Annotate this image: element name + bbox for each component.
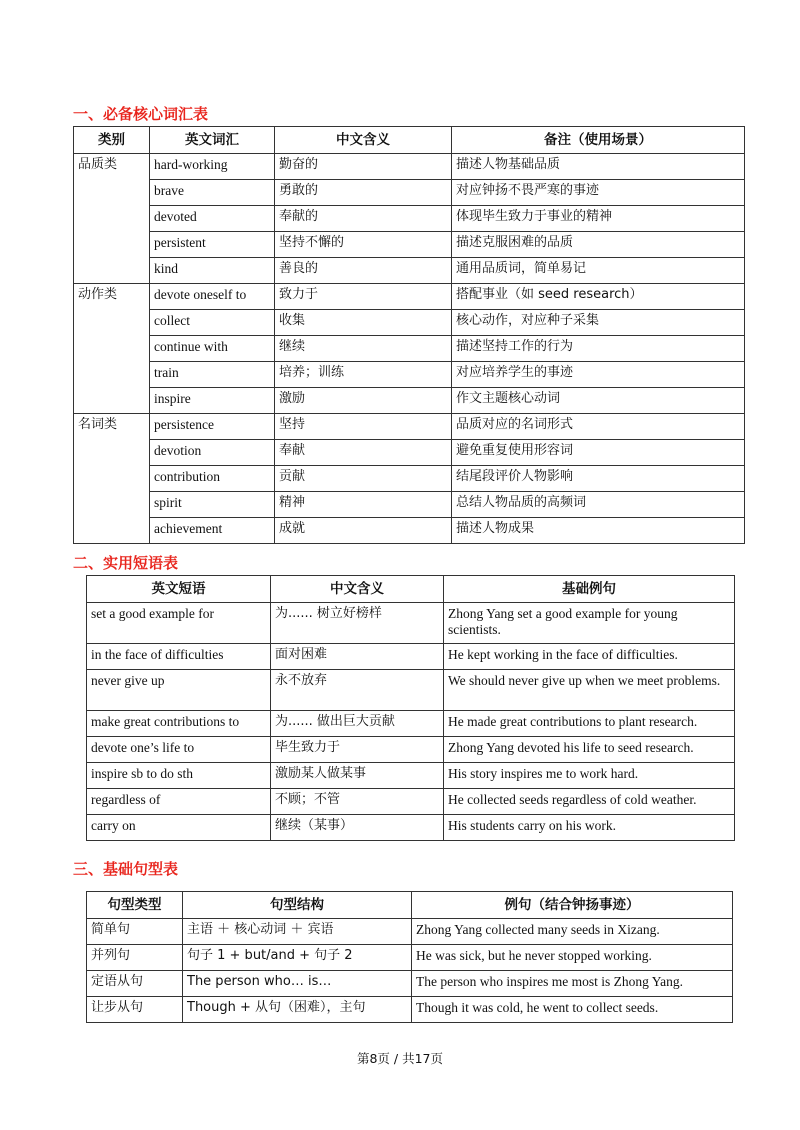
vocab-row xyxy=(74,414,745,440)
phrase-english-cell-text: make great contributions to xyxy=(91,714,240,729)
vocab-english-cell xyxy=(150,466,275,492)
phrase-chinese-cell xyxy=(271,670,444,711)
sentence-structure-cell-text: 主语 ＋ 核心动词 ＋ 宾语 xyxy=(187,922,334,937)
vocab-note-cell xyxy=(452,206,745,232)
vocab-english-cell xyxy=(150,310,275,336)
sentence-header-row xyxy=(87,892,733,919)
sentence-example-cell-text: Though it was cold, he went to collect seeds. xyxy=(416,1000,659,1015)
phrase-row xyxy=(87,711,735,737)
vocab-row xyxy=(74,284,745,310)
phrase-chinese-cell xyxy=(271,815,444,841)
phrase-example-cell xyxy=(444,711,735,737)
sentence-type-cell-text: 并列句 xyxy=(91,948,131,963)
phrase-english-cell-text: devote one’s life to xyxy=(91,740,195,755)
vocab-header-english: 英文词汇 xyxy=(150,127,275,154)
vocab-category-cell-text xyxy=(78,258,145,261)
phrase-english-cell xyxy=(87,644,271,670)
vocab-category-cell-text xyxy=(78,466,145,469)
phrase-example-cell xyxy=(444,644,735,670)
phrase-header-example: 基础例句 xyxy=(444,576,735,603)
vocab-english-cell xyxy=(150,206,275,232)
phrase-chinese-cell-text: 永不放弃 xyxy=(275,673,328,688)
phrase-english-cell xyxy=(87,670,271,711)
vocab-row xyxy=(74,466,745,492)
vocab-english-cell xyxy=(150,284,275,310)
vocab-chinese-cell-text: 培养；训练 xyxy=(279,365,345,380)
vocab-category-cell xyxy=(74,414,150,440)
vocab-row xyxy=(74,518,745,544)
phrase-row xyxy=(87,644,735,670)
vocab-chinese-cell-text: 勇敢的 xyxy=(279,183,319,198)
page-footer: 第8页 / 共17页 xyxy=(356,1051,444,1066)
phrase-chinese-cell xyxy=(271,644,444,670)
phrase-chinese-cell xyxy=(271,737,444,763)
vocab-header-note: 备注（使用场景） xyxy=(452,127,745,154)
sentence-type-cell xyxy=(87,971,183,997)
vocab-category-cell-text xyxy=(78,492,145,495)
sentence-row xyxy=(87,997,733,1023)
phrase-example-cell-text: Zhong Yang devoted his life to seed research. xyxy=(448,740,694,755)
sentence-structure-cell-text: The person who… is… xyxy=(187,974,332,989)
sentence-structure-cell xyxy=(183,971,412,997)
vocab-english-cell xyxy=(150,154,275,180)
vocab-chinese-cell xyxy=(275,258,452,284)
vocab-english-cell-text: brave xyxy=(154,183,184,198)
phrase-section-title: 二、实用短语表 xyxy=(73,554,179,572)
vocab-chinese-cell xyxy=(275,206,452,232)
phrase-header-english: 英文短语 xyxy=(87,576,271,603)
vocab-row xyxy=(74,440,745,466)
vocab-category-cell-text xyxy=(78,310,145,313)
phrase-row xyxy=(87,603,735,644)
phrase-example-cell xyxy=(444,737,735,763)
vocab-english-cell xyxy=(150,362,275,388)
vocab-note-cell-text: 通用品质词，简单易记 xyxy=(456,261,587,276)
phrase-example-cell-text: He made great contributions to plant research. xyxy=(448,714,698,729)
phrase-english-cell xyxy=(87,763,271,789)
vocab-english-cell-text: devote oneself to xyxy=(154,287,247,302)
vocab-note-cell-text: 体现毕生致力于事业的精神 xyxy=(456,209,613,224)
phrase-header-row xyxy=(87,576,735,603)
vocab-category-cell-text xyxy=(78,232,145,235)
vocab-chinese-cell-text: 成就 xyxy=(279,521,306,536)
vocab-note-cell xyxy=(452,232,745,258)
vocab-note-cell xyxy=(452,466,745,492)
vocab-category-cell-text xyxy=(78,388,145,391)
vocab-table xyxy=(73,126,745,544)
vocab-chinese-cell xyxy=(275,154,452,180)
vocab-english-cell-text: inspire xyxy=(154,391,191,406)
vocab-note-cell xyxy=(452,336,745,362)
vocab-category-cell xyxy=(74,362,150,388)
vocab-row xyxy=(74,154,745,180)
phrase-row xyxy=(87,670,735,711)
vocab-chinese-cell-text: 坚持不懈的 xyxy=(279,235,345,250)
sentence-example-cell xyxy=(412,971,733,997)
vocab-category-cell-text xyxy=(78,180,145,183)
vocab-row xyxy=(74,232,745,258)
vocab-note-cell xyxy=(452,440,745,466)
vocab-english-cell-text: spirit xyxy=(154,495,182,510)
phrase-english-cell-text: in the face of difficulties xyxy=(91,647,224,662)
phrase-chinese-cell-text: 激励某人做某事 xyxy=(275,766,367,781)
phrase-example-cell xyxy=(444,763,735,789)
vocab-note-cell-text: 描述克服困难的品质 xyxy=(456,235,574,250)
vocab-note-cell-text: 搭配事业（如 seed research） xyxy=(456,287,643,302)
phrase-chinese-cell-text: 不顾；不管 xyxy=(275,792,341,807)
phrase-example-cell xyxy=(444,789,735,815)
vocab-english-cell xyxy=(150,440,275,466)
vocab-body xyxy=(74,154,745,544)
phrase-chinese-cell-text: 为...... 树立好榜样 xyxy=(275,606,382,621)
phrase-english-cell xyxy=(87,603,271,644)
vocab-chinese-cell xyxy=(275,284,452,310)
vocab-english-cell xyxy=(150,232,275,258)
vocab-english-cell xyxy=(150,180,275,206)
sentence-example-cell xyxy=(412,945,733,971)
vocab-note-cell xyxy=(452,362,745,388)
vocab-row xyxy=(74,388,745,414)
vocab-english-cell-text: persistence xyxy=(154,417,214,432)
vocab-chinese-cell xyxy=(275,492,452,518)
vocab-category-cell xyxy=(74,206,150,232)
vocab-row xyxy=(74,336,745,362)
vocab-category-cell xyxy=(74,258,150,284)
vocab-header-category: 类别 xyxy=(74,127,150,154)
vocab-row xyxy=(74,206,745,232)
sentence-type-cell xyxy=(87,945,183,971)
phrase-english-cell-text: carry on xyxy=(91,818,136,833)
vocab-english-cell xyxy=(150,388,275,414)
vocab-note-cell-text: 描述人物基础品质 xyxy=(456,157,561,172)
phrase-example-cell-text: He kept working in the face of difficulties. xyxy=(448,647,678,662)
vocab-english-cell xyxy=(150,492,275,518)
vocab-chinese-cell-text: 收集 xyxy=(279,313,306,328)
sentence-structure-cell-text: Though + 从句（困难），主句 xyxy=(187,1000,366,1015)
vocab-english-cell-text: train xyxy=(154,365,179,380)
vocab-chinese-cell xyxy=(275,388,452,414)
vocab-chinese-cell-text: 激励 xyxy=(279,391,306,406)
sentence-structure-cell-text: 句子 1 + but/and + 句子 2 xyxy=(187,948,353,963)
vocab-chinese-cell xyxy=(275,310,452,336)
sentence-example-cell xyxy=(412,997,733,1023)
vocab-chinese-cell xyxy=(275,180,452,206)
vocab-category-cell-text xyxy=(78,206,145,209)
vocab-category-cell xyxy=(74,284,150,310)
vocab-note-cell-text: 结尾段评价人物影响 xyxy=(456,469,574,484)
phrase-table xyxy=(86,575,735,841)
vocab-header-chinese: 中文含义 xyxy=(275,127,452,154)
vocab-chinese-cell-text: 精神 xyxy=(279,495,306,510)
vocab-category-cell xyxy=(74,180,150,206)
sentence-type-cell xyxy=(87,997,183,1023)
sentence-header-structure: 句型结构 xyxy=(183,892,412,919)
vocab-category-cell-text xyxy=(78,336,145,339)
vocab-note-cell xyxy=(452,180,745,206)
vocab-chinese-cell-text: 奉献 xyxy=(279,443,306,458)
vocab-english-cell-text: persistent xyxy=(154,235,206,250)
phrase-example-cell-text: Zhong Yang set a good example for young scientists. xyxy=(448,606,678,637)
sentence-section-title: 三、基础句型表 xyxy=(73,860,179,878)
vocab-english-cell-text: contribution xyxy=(154,469,220,484)
vocab-english-cell-text: collect xyxy=(154,313,190,328)
phrase-row xyxy=(87,789,735,815)
vocab-category-cell xyxy=(74,492,150,518)
vocab-note-cell xyxy=(452,310,745,336)
vocab-chinese-cell xyxy=(275,518,452,544)
vocab-note-cell-text: 描述人物成果 xyxy=(456,521,535,536)
vocab-note-cell xyxy=(452,154,745,180)
vocab-english-cell xyxy=(150,518,275,544)
vocab-english-cell xyxy=(150,258,275,284)
vocab-note-cell-text: 对应培养学生的事迹 xyxy=(456,365,574,380)
vocab-english-cell-text: hard-working xyxy=(154,157,228,172)
vocab-category-cell-text: 品质类 xyxy=(78,157,118,172)
phrase-example-cell-text: His story inspires me to work hard. xyxy=(448,766,639,781)
vocab-english-cell xyxy=(150,336,275,362)
sentence-type-cell-text: 让步从句 xyxy=(91,1000,144,1015)
phrase-english-cell xyxy=(87,789,271,815)
phrase-row xyxy=(87,763,735,789)
vocab-section-title: 一、必备核心词汇表 xyxy=(73,105,209,123)
phrase-chinese-cell xyxy=(271,603,444,644)
phrase-chinese-cell-text: 面对困难 xyxy=(275,647,328,662)
vocab-note-cell-text: 避免重复使用形容词 xyxy=(456,443,574,458)
phrase-english-cell xyxy=(87,815,271,841)
sentence-type-cell-text: 定语从句 xyxy=(91,974,144,989)
phrase-example-cell-text: He collected seeds regardless of cold weather. xyxy=(448,792,697,807)
vocab-category-cell-text xyxy=(78,440,145,443)
phrase-english-cell-text: set a good example for xyxy=(91,606,214,621)
phrase-chinese-cell xyxy=(271,789,444,815)
vocab-english-cell-text: continue with xyxy=(154,339,228,354)
sentence-type-cell-text: 简单句 xyxy=(91,922,131,937)
phrase-english-cell-text: inspire sb to do sth xyxy=(91,766,194,781)
sentence-example-cell-text: Zhong Yang collected many seeds in Xizang. xyxy=(416,922,660,937)
vocab-category-cell xyxy=(74,336,150,362)
vocab-note-cell-text: 对应钟扬不畏严寒的事迹 xyxy=(456,183,600,198)
vocab-row xyxy=(74,180,745,206)
sentence-row xyxy=(87,971,733,997)
vocab-chinese-cell-text: 勤奋的 xyxy=(279,157,319,172)
vocab-note-cell xyxy=(452,492,745,518)
vocab-note-cell-text: 核心动作，对应种子采集 xyxy=(456,313,600,328)
phrase-chinese-cell-text: 为...... 做出巨大贡献 xyxy=(275,714,395,729)
phrase-chinese-cell-text: 毕生致力于 xyxy=(275,740,341,755)
vocab-chinese-cell-text: 继续 xyxy=(279,339,306,354)
vocab-english-cell-text: achievement xyxy=(154,521,223,536)
vocab-category-cell xyxy=(74,154,150,180)
phrase-english-cell xyxy=(87,737,271,763)
vocab-chinese-cell-text: 贡献 xyxy=(279,469,306,484)
vocab-note-cell-text: 描述坚持工作的行为 xyxy=(456,339,574,354)
vocab-chinese-cell-text: 奉献的 xyxy=(279,209,319,224)
vocab-note-cell xyxy=(452,284,745,310)
vocab-note-cell xyxy=(452,518,745,544)
phrase-english-cell xyxy=(87,711,271,737)
vocab-category-cell xyxy=(74,232,150,258)
sentence-structure-cell xyxy=(183,919,412,945)
sentence-type-cell xyxy=(87,919,183,945)
vocab-row xyxy=(74,310,745,336)
sentence-structure-cell xyxy=(183,945,412,971)
vocab-note-cell-text: 品质对应的名词形式 xyxy=(456,417,574,432)
sentence-row xyxy=(87,945,733,971)
sentence-example-cell-text: He was sick, but he never stopped working. xyxy=(416,948,652,963)
vocab-category-cell xyxy=(74,440,150,466)
sentence-header-example: 例句（结合钟扬事迹） xyxy=(412,892,733,919)
sentence-body xyxy=(87,919,733,1023)
phrase-english-cell-text: never give up xyxy=(91,673,165,688)
vocab-category-cell xyxy=(74,466,150,492)
phrase-row xyxy=(87,737,735,763)
phrase-chinese-cell xyxy=(271,711,444,737)
vocab-note-cell xyxy=(452,414,745,440)
vocab-chinese-cell-text: 善良的 xyxy=(279,261,319,276)
vocab-english-cell xyxy=(150,414,275,440)
sentence-example-cell-text: The person who inspires me most is Zhong Yang. xyxy=(416,974,683,989)
vocab-chinese-cell xyxy=(275,232,452,258)
vocab-header-row xyxy=(74,127,745,154)
vocab-category-cell xyxy=(74,310,150,336)
vocab-category-cell-text: 动作类 xyxy=(78,287,118,302)
phrase-example-cell xyxy=(444,670,735,711)
sentence-structure-cell xyxy=(183,997,412,1023)
phrase-example-cell xyxy=(444,603,735,644)
vocab-category-cell xyxy=(74,388,150,414)
vocab-english-cell-text: kind xyxy=(154,261,179,276)
phrase-example-cell-text: We should never give up when we meet problems. xyxy=(448,673,721,688)
sentence-row xyxy=(87,919,733,945)
vocab-note-cell-text: 总结人物品质的高频词 xyxy=(456,495,587,510)
vocab-row xyxy=(74,492,745,518)
vocab-category-cell xyxy=(74,518,150,544)
vocab-english-cell-text: devotion xyxy=(154,443,202,458)
phrase-example-cell-text: His students carry on his work. xyxy=(448,818,616,833)
phrase-row xyxy=(87,815,735,841)
vocab-category-cell-text xyxy=(78,518,145,521)
phrase-chinese-cell xyxy=(271,763,444,789)
phrase-example-cell xyxy=(444,815,735,841)
vocab-note-cell xyxy=(452,258,745,284)
sentence-table xyxy=(86,891,733,1023)
vocab-row xyxy=(74,362,745,388)
vocab-note-cell xyxy=(452,388,745,414)
phrase-english-cell-text: regardless of xyxy=(91,792,161,807)
vocab-chinese-cell xyxy=(275,440,452,466)
vocab-chinese-cell-text: 致力于 xyxy=(279,287,319,302)
vocab-chinese-cell xyxy=(275,362,452,388)
vocab-row xyxy=(74,258,745,284)
vocab-chinese-cell xyxy=(275,414,452,440)
vocab-chinese-cell xyxy=(275,466,452,492)
vocab-category-cell-text: 名词类 xyxy=(78,417,118,432)
sentence-header-type: 句型类型 xyxy=(87,892,183,919)
vocab-note-cell-text: 作文主题核心动词 xyxy=(456,391,561,406)
vocab-chinese-cell-text: 坚持 xyxy=(279,417,306,432)
vocab-chinese-cell xyxy=(275,336,452,362)
sentence-example-cell xyxy=(412,919,733,945)
phrase-header-chinese: 中文含义 xyxy=(271,576,444,603)
vocab-english-cell-text: devoted xyxy=(154,209,197,224)
vocab-category-cell-text xyxy=(78,362,145,365)
phrase-body xyxy=(87,603,735,841)
phrase-chinese-cell-text: 继续（某事） xyxy=(275,818,354,833)
